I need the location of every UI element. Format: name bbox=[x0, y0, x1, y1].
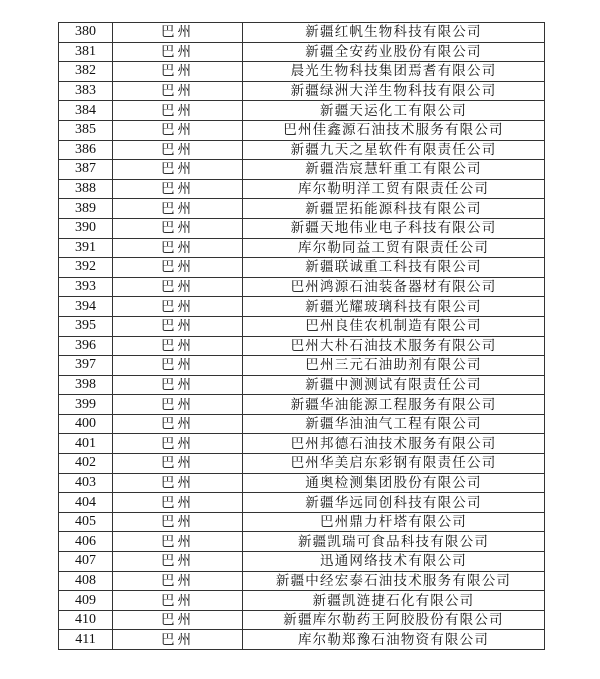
row-company: 巴州鼎力杆塔有限公司 bbox=[243, 512, 545, 532]
row-company: 通奥检测集团股份有限公司 bbox=[243, 473, 545, 493]
row-company: 新疆天运化工有限公司 bbox=[243, 101, 545, 121]
row-company: 新疆凯涟捷石化有限公司 bbox=[243, 591, 545, 611]
row-region: 巴州 bbox=[113, 120, 243, 140]
table-row bbox=[59, 336, 545, 356]
row-region: 巴州 bbox=[113, 277, 243, 297]
row-company: 巴州华美启东彩钢有限责任公司 bbox=[243, 454, 545, 474]
table-row bbox=[59, 375, 545, 395]
row-number: 398 bbox=[59, 375, 113, 395]
row-number: 406 bbox=[59, 532, 113, 552]
table-row bbox=[59, 473, 545, 493]
row-number: 402 bbox=[59, 454, 113, 474]
row-region: 巴州 bbox=[113, 179, 243, 199]
row-region: 巴州 bbox=[113, 512, 243, 532]
row-number: 387 bbox=[59, 160, 113, 180]
row-number: 411 bbox=[59, 630, 113, 650]
row-region: 巴州 bbox=[113, 140, 243, 160]
row-number: 395 bbox=[59, 316, 113, 336]
row-region: 巴州 bbox=[113, 316, 243, 336]
row-region: 巴州 bbox=[113, 297, 243, 317]
row-company: 新疆中测测试有限责任公司 bbox=[243, 375, 545, 395]
table-row bbox=[59, 414, 545, 434]
table-row bbox=[59, 62, 545, 82]
row-number: 399 bbox=[59, 395, 113, 415]
row-number: 405 bbox=[59, 512, 113, 532]
row-number: 384 bbox=[59, 101, 113, 121]
row-number: 382 bbox=[59, 62, 113, 82]
row-company: 巴州鸿源石油装备器材有限公司 bbox=[243, 277, 545, 297]
table-row bbox=[59, 316, 545, 336]
row-number: 410 bbox=[59, 610, 113, 630]
row-number: 380 bbox=[59, 23, 113, 43]
row-company: 新疆绿洲大洋生物科技有限公司 bbox=[243, 81, 545, 101]
row-company: 新疆九天之星软件有限责任公司 bbox=[243, 140, 545, 160]
row-region: 巴州 bbox=[113, 552, 243, 572]
table-row bbox=[59, 23, 545, 43]
row-company: 巴州邦德石油技术服务有限公司 bbox=[243, 434, 545, 454]
row-company: 新疆浩宸慧轩重工有限公司 bbox=[243, 160, 545, 180]
row-region: 巴州 bbox=[113, 199, 243, 219]
table-row bbox=[59, 258, 545, 278]
table-row bbox=[59, 199, 545, 219]
row-company: 巴州良佳农机制造有限公司 bbox=[243, 316, 545, 336]
table-row bbox=[59, 238, 545, 258]
table-body bbox=[59, 23, 545, 650]
row-company: 新疆天地伟业电子科技有限公司 bbox=[243, 218, 545, 238]
row-region: 巴州 bbox=[113, 571, 243, 591]
table-row bbox=[59, 532, 545, 552]
table-row bbox=[59, 81, 545, 101]
row-number: 383 bbox=[59, 81, 113, 101]
row-number: 407 bbox=[59, 552, 113, 572]
row-region: 巴州 bbox=[113, 356, 243, 376]
row-region: 巴州 bbox=[113, 610, 243, 630]
row-region: 巴州 bbox=[113, 375, 243, 395]
row-company: 新疆华远同创科技有限公司 bbox=[243, 493, 545, 513]
row-company: 巴州大朴石油技术服务有限公司 bbox=[243, 336, 545, 356]
row-number: 404 bbox=[59, 493, 113, 513]
row-number: 409 bbox=[59, 591, 113, 611]
row-number: 393 bbox=[59, 277, 113, 297]
row-company: 新疆凯瑞可食品科技有限公司 bbox=[243, 532, 545, 552]
table-row bbox=[59, 434, 545, 454]
row-company: 巴州佳鑫源石油技术服务有限公司 bbox=[243, 120, 545, 140]
row-number: 400 bbox=[59, 414, 113, 434]
table-row bbox=[59, 395, 545, 415]
table-row bbox=[59, 552, 545, 572]
row-number: 385 bbox=[59, 120, 113, 140]
row-region: 巴州 bbox=[113, 218, 243, 238]
table-row bbox=[59, 356, 545, 376]
table-row bbox=[59, 42, 545, 62]
row-region: 巴州 bbox=[113, 630, 243, 650]
row-number: 394 bbox=[59, 297, 113, 317]
row-region: 巴州 bbox=[113, 62, 243, 82]
table-row bbox=[59, 630, 545, 650]
row-region: 巴州 bbox=[113, 23, 243, 43]
row-company: 巴州三元石油助剂有限公司 bbox=[243, 356, 545, 376]
row-company: 新疆华油油气工程有限公司 bbox=[243, 414, 545, 434]
row-region: 巴州 bbox=[113, 81, 243, 101]
row-number: 381 bbox=[59, 42, 113, 62]
table-row bbox=[59, 512, 545, 532]
table-row bbox=[59, 591, 545, 611]
row-number: 390 bbox=[59, 218, 113, 238]
row-region: 巴州 bbox=[113, 493, 243, 513]
row-number: 403 bbox=[59, 473, 113, 493]
row-company: 新疆库尔勒药王阿胶股份有限公司 bbox=[243, 610, 545, 630]
row-region: 巴州 bbox=[113, 591, 243, 611]
row-region: 巴州 bbox=[113, 532, 243, 552]
row-region: 巴州 bbox=[113, 160, 243, 180]
row-number: 408 bbox=[59, 571, 113, 591]
row-region: 巴州 bbox=[113, 336, 243, 356]
row-company: 新疆红帆生物科技有限公司 bbox=[243, 23, 545, 43]
table-row bbox=[59, 454, 545, 474]
row-region: 巴州 bbox=[113, 395, 243, 415]
table-row bbox=[59, 140, 545, 160]
row-number: 396 bbox=[59, 336, 113, 356]
row-region: 巴州 bbox=[113, 473, 243, 493]
row-company: 新疆全安药业股份有限公司 bbox=[243, 42, 545, 62]
table-row bbox=[59, 101, 545, 121]
table-row bbox=[59, 160, 545, 180]
row-company: 库尔勒同益工贸有限责任公司 bbox=[243, 238, 545, 258]
table-row bbox=[59, 218, 545, 238]
row-company: 新疆光耀玻璃科技有限公司 bbox=[243, 297, 545, 317]
row-number: 397 bbox=[59, 356, 113, 376]
table-row bbox=[59, 277, 545, 297]
row-company: 库尔勒郑豫石油物资有限公司 bbox=[243, 630, 545, 650]
row-number: 389 bbox=[59, 199, 113, 219]
company-list-table bbox=[58, 22, 545, 650]
row-number: 386 bbox=[59, 140, 113, 160]
row-company: 库尔勒明洋工贸有限责任公司 bbox=[243, 179, 545, 199]
row-company: 新疆联诚重工科技有限公司 bbox=[243, 258, 545, 278]
table-row bbox=[59, 297, 545, 317]
row-number: 391 bbox=[59, 238, 113, 258]
table-row bbox=[59, 571, 545, 591]
row-region: 巴州 bbox=[113, 101, 243, 121]
row-number: 388 bbox=[59, 179, 113, 199]
row-company: 新疆罡拓能源科技有限公司 bbox=[243, 199, 545, 219]
table-row bbox=[59, 610, 545, 630]
row-company: 迅通网络技术有限公司 bbox=[243, 552, 545, 572]
row-region: 巴州 bbox=[113, 238, 243, 258]
row-company: 新疆华油能源工程服务有限公司 bbox=[243, 395, 545, 415]
table-row bbox=[59, 493, 545, 513]
row-region: 巴州 bbox=[113, 414, 243, 434]
row-region: 巴州 bbox=[113, 454, 243, 474]
row-region: 巴州 bbox=[113, 42, 243, 62]
row-company: 晨光生物科技集团焉耆有限公司 bbox=[243, 62, 545, 82]
table-row bbox=[59, 120, 545, 140]
row-region: 巴州 bbox=[113, 434, 243, 454]
row-region: 巴州 bbox=[113, 258, 243, 278]
row-number: 392 bbox=[59, 258, 113, 278]
row-number: 401 bbox=[59, 434, 113, 454]
row-company: 新疆中经宏泰石油技术服务有限公司 bbox=[243, 571, 545, 591]
table-row bbox=[59, 179, 545, 199]
